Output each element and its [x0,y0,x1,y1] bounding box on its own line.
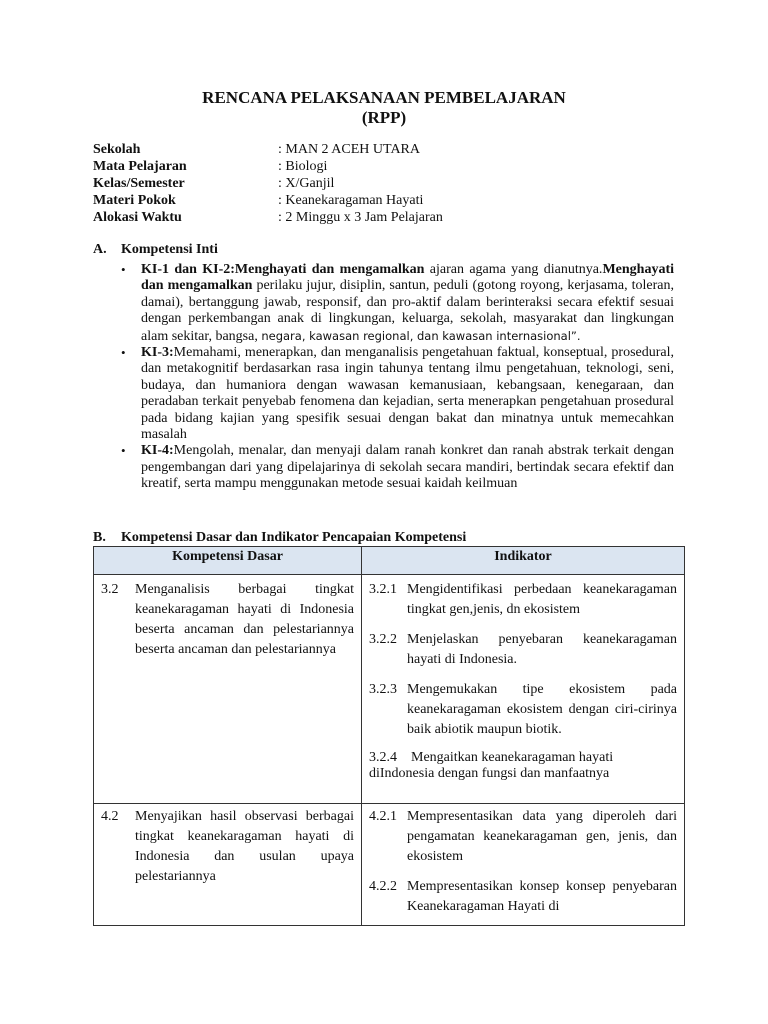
kd-text: Menganalisis berbagai tingkat keanekaragaman hayati di Indonesia beserta ancaman dan pelestariannya beserta ancaman dan pelestariannya [135,582,354,657]
indicator-item [369,630,677,670]
section-b-heading [93,529,466,546]
ki-text: perilaku jujur, disiplin, santun, peduli (gotong royong, kerjasama, toleran, damai), bertanggung jawab, responsif, dan pro-aktif dalam berinteraksi secara efektif sesuai dengan perkembangan anak di lingkungan, keluarga, sekolah, masyarakat dan lingkungan alam sekitar, bangsa, [141,278,675,344]
indicator-code: 3.2.1 [369,582,397,597]
indicator-text: Mengaitkan keanekaragaman hayati diIndonesia dengan fungsi dan manfaatnya [369,750,614,781]
section-title: Kompetensi Inti [121,242,218,257]
info-label: Sekolah [93,142,141,157]
indicator-text: Menjelaskan penyebaran keanekaragaman hayati di Indonesia. [407,632,677,667]
info-value: : 2 Minggu x 3 Jam Pelajaran [278,210,443,225]
ki-item-1-2 [121,262,675,345]
indicator-code: 4.2.1 [369,809,397,824]
indicator-item [369,877,677,917]
ki-text: Mengolah, menalar, dan menyaji dalam ranah konkret dan ranah abstrak terkait dengan pengembangan dari yang dipelajarinya di sekolah secara mandiri, bertindak secara efektif dan kreatif, serta mampu menggunakan metode sesuai kaidah keilmuan [141,443,674,492]
ki-text: negara, kawasan regional, dan kawasan internasional”. [261,328,581,343]
indicator-code: 3.2.3 [369,682,397,697]
section-a-heading [93,241,218,258]
kd-code: 4.2 [101,809,119,824]
kd-cell [94,804,362,926]
kd-entry [101,580,354,660]
identity-block [93,141,443,226]
bullet-icon: • [121,443,126,459]
indicator-code: 4.2.2 [369,879,397,894]
indicator-text: Mengemukakan tipe ekosistem pada keanekaragaman ekosistem dengan ciri-cirinya baik abiotik maupun biotik. [407,682,677,737]
ki-item-3 [121,345,674,443]
ki-text: ajaran agama yang dianutnya. [424,262,603,277]
bullet-icon: • [121,262,126,277]
document-title: RENCANA PELAKSANAAN PEMBELAJARAN [202,88,566,107]
info-label: Materi Pokok [93,193,176,208]
section-letter: B. [93,530,106,545]
indicator-text: Mempresentasikan konsep konsep penyebaran Keanekaragaman Hayati di [407,879,677,914]
column-header-kompetensi-dasar: Kompetensi Dasar [94,547,362,575]
info-row-materi-pokok [93,192,443,209]
indicator-item [369,680,677,740]
indicator-item [369,750,677,782]
ki-heading: KI-1 dan KI-2:Menghayati dan mengamalkan [141,262,425,277]
indicator-code: 3.2.2 [369,632,397,647]
kd-indicator-table [93,546,685,926]
table-row [94,804,685,926]
section-title: Kompetensi Dasar dan Indikator Pencapaian Kompetensi [121,530,467,545]
info-row-kelas-semester [93,175,443,192]
indicator-cell [362,575,685,804]
info-row-alokasi-waktu [93,209,443,226]
table-row [94,575,685,804]
ki-heading: KI-3: [141,345,174,361]
ki-emphasis: Menghayati dan mengamalkan [141,262,674,294]
ki-text: Memahami, menerapkan, dan menganalisis pengetahuan faktual, konseptual, prosedural, dan metakognitif berdasarkan rasa ingin tahunya tentang ilmu pengetahuan, teknologi, seni, budaya, dan humaniora dengan wawasan kemanusiaan, kebangsaan, kenegaraan, dan peradaban terkait penyebab fenomena dan kejadian, serta menerapkan pengetahuan prosedural pada bidang kajian yang spesifik sesuai dengan bakat dan minatnya untuk memecahkan masalah [141,345,674,443]
indicator-text: Mempresentasikan data yang diperoleh dari pengamatan keanekaragaman gen, jenis, dan ekosistem [407,809,677,864]
table-header-row [94,547,685,575]
kd-entry [101,807,354,887]
ki-heading: KI-4: [141,443,174,459]
info-label: Mata Pelajaran [93,159,187,174]
indicator-code: 3.2.4 [369,750,397,765]
info-value: : Keanekaragaman Hayati [278,193,424,208]
indicator-item [369,807,677,867]
info-label: Alokasi Waktu [93,210,182,225]
kd-code: 3.2 [101,582,119,597]
info-value: : X/Ganjil [278,176,335,191]
ki-item-4 [121,443,674,492]
indicator-cell [362,804,685,926]
column-header-indikator: Indikator [362,547,685,575]
kd-text: Menyajikan hasil observasi berbagai tingkat keanekaragaman hayati di Indonesia dan usulan upaya pelestariannya [135,809,354,884]
info-label: Kelas/Semester [93,176,185,191]
indicator-item [369,580,677,620]
kd-cell [94,575,362,804]
info-value: : Biologi [278,159,328,174]
indicator-text: Mengidentifikasi perbedaan keanekaragaman tingkat gen,jenis, dn ekosistem [407,582,677,617]
info-row-mata-pelajaran [93,158,443,175]
info-row-sekolah [93,141,443,158]
kompetensi-inti-list [121,262,675,493]
document-subtitle: (RPP) [361,108,407,127]
bullet-icon: • [121,345,126,361]
info-value: : MAN 2 ACEH UTARA [278,142,420,157]
section-letter: A. [93,242,107,257]
